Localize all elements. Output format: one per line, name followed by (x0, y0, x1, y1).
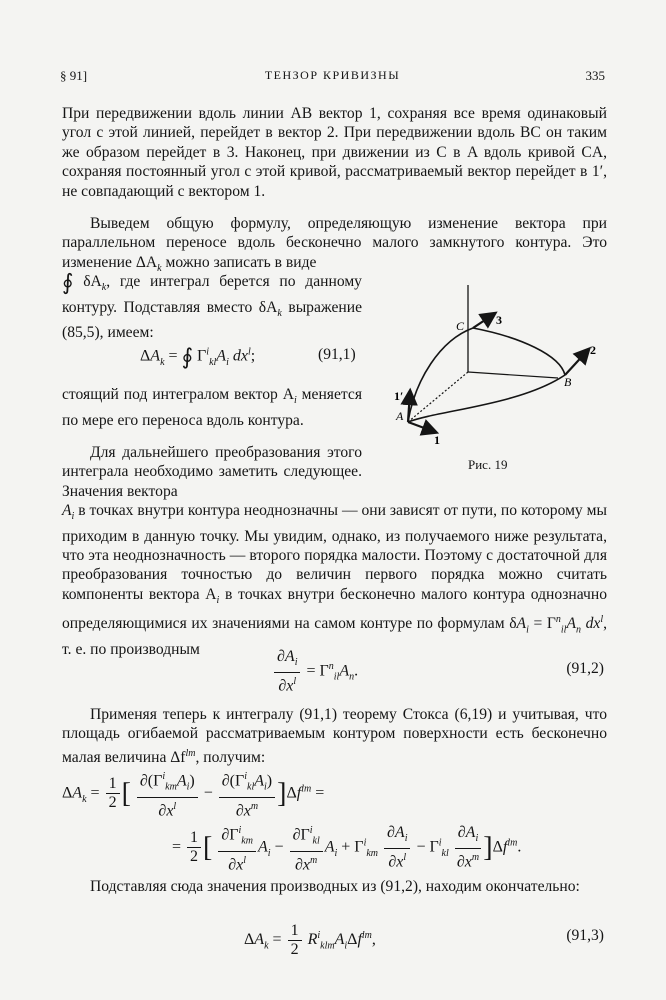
label-3: 3 (496, 313, 502, 327)
running-title: ТЕНЗОР КРИВИЗНЫ (264, 68, 401, 82)
curve-CA (408, 328, 473, 422)
label-1-prime: 1′ (394, 389, 404, 403)
equation-stokes-line-2: = $\frac{1}{2}$ [ $\frac{\partial\Gamma^i_{km}}{\partial x^l}$ $A_i$ − $\frac{\partial\Gamma^i_{kl}}{\partial x^m}$ $A_i + \Gamma^i_{km}$ $\frac{\partial A_i}{\partial x^l}$ − $\Gamma^i_{kl}$ $\frac{\partial A_i}{\partial x^m}$ ]$\Delta f^{lm}$. (172, 822, 521, 874)
horizontal-axis (468, 372, 558, 378)
curve-BC (473, 328, 565, 375)
eq2-number: (91,2) (566, 660, 604, 677)
section-ref: § 91] (60, 68, 88, 83)
figure-19 (360, 280, 610, 480)
page-header (60, 68, 605, 88)
paragraph-3: ∮ $\delta A_k$, где интеграл берется по данному контуру. Подставляя вместо $\delta A_k$ выражение (85,5), имеем: (62, 269, 363, 342)
equation-stokes-line-1: $\Delta A_k$ = $\frac{1}{2}$ [ $\frac{\partial(\Gamma^i_{km}A_i)}{\partial x^l}$ − $\frac{\partial(\Gamma^i_{kl}A_i)}{\partial x^m}$ ]$\Delta f^{lm}$ = (62, 768, 324, 820)
curve-AB (408, 375, 565, 422)
page-number: 335 (585, 68, 605, 83)
label-2: 2 (590, 343, 596, 357)
figure-caption: Рис. 19 (468, 457, 508, 472)
figure-19-diagram (360, 280, 610, 480)
label-A: A (396, 409, 404, 423)
equation-91-1: $\Delta A_k$ = ∮ $\Gamma^i_{kl}A_i$ $dx^l$; (140, 344, 256, 369)
paragraph-2: Выведем общую формулу, определяющую изменение вектора при параллельном переносе вдоль бесконечно малого замкнутого контура. Это изменение $\Delta A_k$ можно записать в виде (62, 215, 607, 274)
paragraph-6: $A_i$ в точках внутри контура неоднозначны — они зависят от пути, по которому мы приходим в данную точку. Мы увидим, однако, из получаемого ниже результата, что эта неоднозначность — второго порядка малости. Поэтому с достаточной для преобразования точностью до величин первого порядка можно считать компоненты вектора $A_i$ в точках внутри бесконечно малого контура однозначно определяющимися их значениями на самом контуре по формулам $\delta A_i = \Gamma^n_{il}A_n$ $dx^l$, т. е. по производным (62, 502, 608, 658)
eq3-number: (91,3) (566, 927, 604, 944)
label-C: C (456, 319, 465, 333)
equation-91-2: $\frac{\partial A_i}{\partial x^l}$ = $\Gamma^n_{il}A_n$. (272, 648, 358, 696)
vector-3 (473, 314, 494, 328)
vector-1 (408, 422, 435, 432)
paragraph-8: Подставляя сюда значения производных из (91,2), находим окончательно: (90, 878, 580, 895)
paragraph-4: стоящий под интегралом вектор $A_i$ меняется по мере его переноса вдоль контура. (62, 386, 362, 429)
equation-91-3: $\Delta A_k$ = $\frac{1}{2}$ $R^i_{klm}A_i\Delta f^{lm}$, (244, 922, 376, 958)
vector-1-prime (408, 392, 410, 422)
paragraph-7: Применяя теперь к интегралу (91,1) теорему Стокса (6,19) и учитывая, что площадь огибаемой рассматриваемым контуром поверхности есть бесконечно малая величина $\Delta f^{lm}$, получим: (62, 706, 607, 766)
paragraph-5: Для дальнейшего преобразования этого интеграла необходимо заметить следующее. Значения вектора (62, 444, 362, 500)
vector-2 (565, 350, 588, 375)
label-1: 1 (434, 433, 440, 447)
eq1-number: (91,1) (318, 346, 356, 363)
paragraph-1: При передвижении вдоль линии AB вектор 1, сохраняя все время одинаковый угол с этой линией, перейдет в вектор 2. При передвижении вдоль BC он таким же образом перейдет в 3. Наконец, при движении из C в A вдоль кривой CA, сохраняя постоянный угол с этой кривой, рассматриваемый вектор перейдет в 1′, не совпадающий с вектором 1. (62, 105, 607, 200)
label-B: B (564, 375, 572, 389)
